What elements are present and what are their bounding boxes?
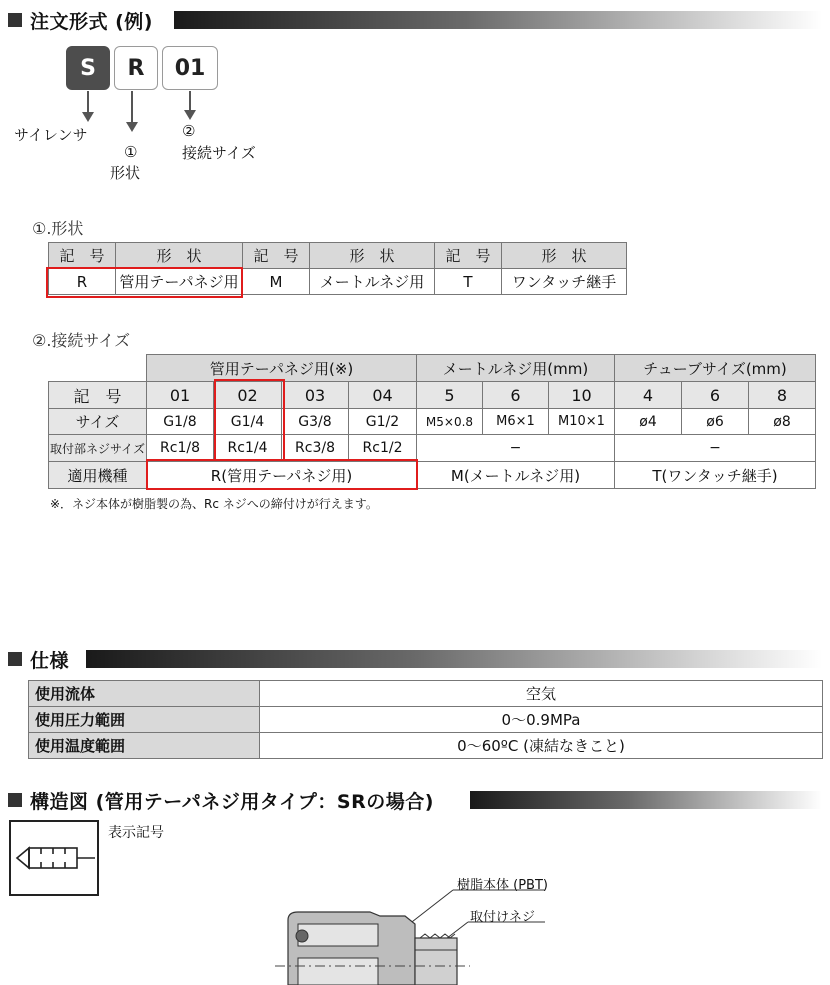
size-label: 接続サイズ bbox=[182, 144, 256, 162]
spec-section-header bbox=[8, 648, 69, 670]
structure-drawing bbox=[270, 880, 570, 985]
shape-symbol-t: T bbox=[435, 269, 502, 295]
shape-name-t: ワンタッチ継手 bbox=[502, 269, 627, 295]
mount-cell: Rc1/4 bbox=[214, 435, 282, 462]
group-tube: チューブサイズ(mm) bbox=[615, 355, 816, 382]
symbol-cell: 5 bbox=[417, 382, 483, 409]
size-section-title: ②.接続サイズ bbox=[32, 331, 131, 350]
symbol-cell: 10 bbox=[549, 382, 615, 409]
shape-symbol-m: M bbox=[243, 269, 310, 295]
row-label-size: サイズ bbox=[49, 409, 147, 435]
shape-header-shape: 形 状 bbox=[310, 243, 435, 269]
size-cell: G1/2 bbox=[349, 409, 417, 435]
model-tube: T(ワンタッチ継手) bbox=[615, 462, 816, 489]
highlight-shape-r bbox=[46, 267, 243, 298]
code-box-s: S bbox=[66, 46, 110, 90]
symbol-cell: 8 bbox=[749, 382, 816, 409]
shape-section-title: ①.形状 bbox=[32, 219, 84, 238]
symbol-cell: 6 bbox=[682, 382, 749, 409]
size-note: ※．ネジ本体が樹脂製の為、Rc ネジへの締付けが行えます。 bbox=[50, 497, 378, 511]
size-cell: G1/4 bbox=[214, 409, 282, 435]
size-cell: M5×0.8 bbox=[417, 409, 483, 435]
spec-label: 使用圧力範囲 bbox=[29, 707, 260, 733]
spec-label: 使用流体 bbox=[29, 681, 260, 707]
silencer-label: サイレンサ bbox=[14, 126, 88, 144]
structure-section-title: 構造図 (管用テーパネジ用タイプ：SRの場合) bbox=[30, 790, 434, 813]
section-marker bbox=[8, 652, 22, 666]
mount-cell: Rc1/8 bbox=[147, 435, 214, 462]
symbol-cell: 6 bbox=[483, 382, 549, 409]
section-gradient-bar bbox=[470, 791, 822, 809]
size-cell: M6×1 bbox=[483, 409, 549, 435]
model-taper: R(管用テーパネジ用) bbox=[147, 462, 417, 489]
spec-value: 0～60ºC (凍結なきこと) bbox=[260, 733, 823, 759]
size-number: ② bbox=[182, 122, 196, 140]
shape-number: ① bbox=[124, 143, 138, 161]
symbol-cell: 01 bbox=[147, 382, 214, 409]
size-cell: G1/8 bbox=[147, 409, 214, 435]
code-box-01: 01 bbox=[162, 46, 218, 90]
shape-symbol-r: R bbox=[49, 269, 116, 295]
size-cell: M10×1 bbox=[549, 409, 615, 435]
code-box-r: R bbox=[114, 46, 158, 90]
model-metric: M(メートルネジ用) bbox=[417, 462, 615, 489]
order-arrows bbox=[0, 0, 300, 140]
silencer-symbol-icon bbox=[11, 822, 97, 894]
row-label-model: 適用機種 bbox=[49, 462, 147, 489]
group-metric: メートルネジ用(mm) bbox=[417, 355, 615, 382]
order-section-title: 注文形式 (例) bbox=[30, 10, 153, 33]
shape-header-symbol: 記 号 bbox=[49, 243, 116, 269]
spec-table bbox=[28, 680, 823, 759]
shape-header-shape: 形 状 bbox=[116, 243, 243, 269]
callout-thread: 取付けネジ bbox=[470, 910, 536, 925]
spec-value: 0～0.9MPa bbox=[260, 707, 823, 733]
size-table-corner bbox=[49, 355, 147, 382]
section-gradient-bar bbox=[86, 650, 822, 668]
symbol-box bbox=[9, 820, 99, 896]
group-taper: 管用テーパネジ用(※) bbox=[147, 355, 417, 382]
size-cell: ø4 bbox=[615, 409, 682, 435]
spec-section-title: 仕様 bbox=[30, 649, 70, 672]
shape-name-m: メートルネジ用 bbox=[310, 269, 435, 295]
symbol-label: 表示記号 bbox=[108, 825, 164, 841]
mount-cell-tube: − bbox=[615, 435, 816, 462]
shape-label: 形状 bbox=[110, 164, 141, 182]
symbol-cell: 03 bbox=[282, 382, 349, 409]
structure-section-header bbox=[8, 789, 434, 811]
row-label-symbol: 記 号 bbox=[49, 382, 147, 409]
shape-header-symbol: 記 号 bbox=[435, 243, 502, 269]
callout-body: 樹脂本体 (PBT) bbox=[457, 878, 548, 893]
spec-label: 使用温度範囲 bbox=[29, 733, 260, 759]
size-cell: ø6 bbox=[682, 409, 749, 435]
mount-cell: Rc3/8 bbox=[282, 435, 349, 462]
symbol-cell: 4 bbox=[615, 382, 682, 409]
highlight-model-r bbox=[146, 459, 418, 490]
highlight-size-02 bbox=[214, 379, 285, 461]
shape-header-symbol: 記 号 bbox=[243, 243, 310, 269]
spec-value: 空気 bbox=[260, 681, 823, 707]
shape-name-r: 管用テーパネジ用 bbox=[116, 269, 243, 295]
symbol-cell: 02 bbox=[214, 382, 282, 409]
symbol-cell: 04 bbox=[349, 382, 417, 409]
shape-header-shape: 形 状 bbox=[502, 243, 627, 269]
row-label-mount: 取付部ネジサイズ bbox=[49, 435, 147, 462]
mount-cell: Rc1/2 bbox=[349, 435, 417, 462]
size-cell: G3/8 bbox=[282, 409, 349, 435]
section-marker bbox=[8, 793, 22, 807]
mount-cell-metric: − bbox=[417, 435, 615, 462]
size-cell: ø8 bbox=[749, 409, 816, 435]
